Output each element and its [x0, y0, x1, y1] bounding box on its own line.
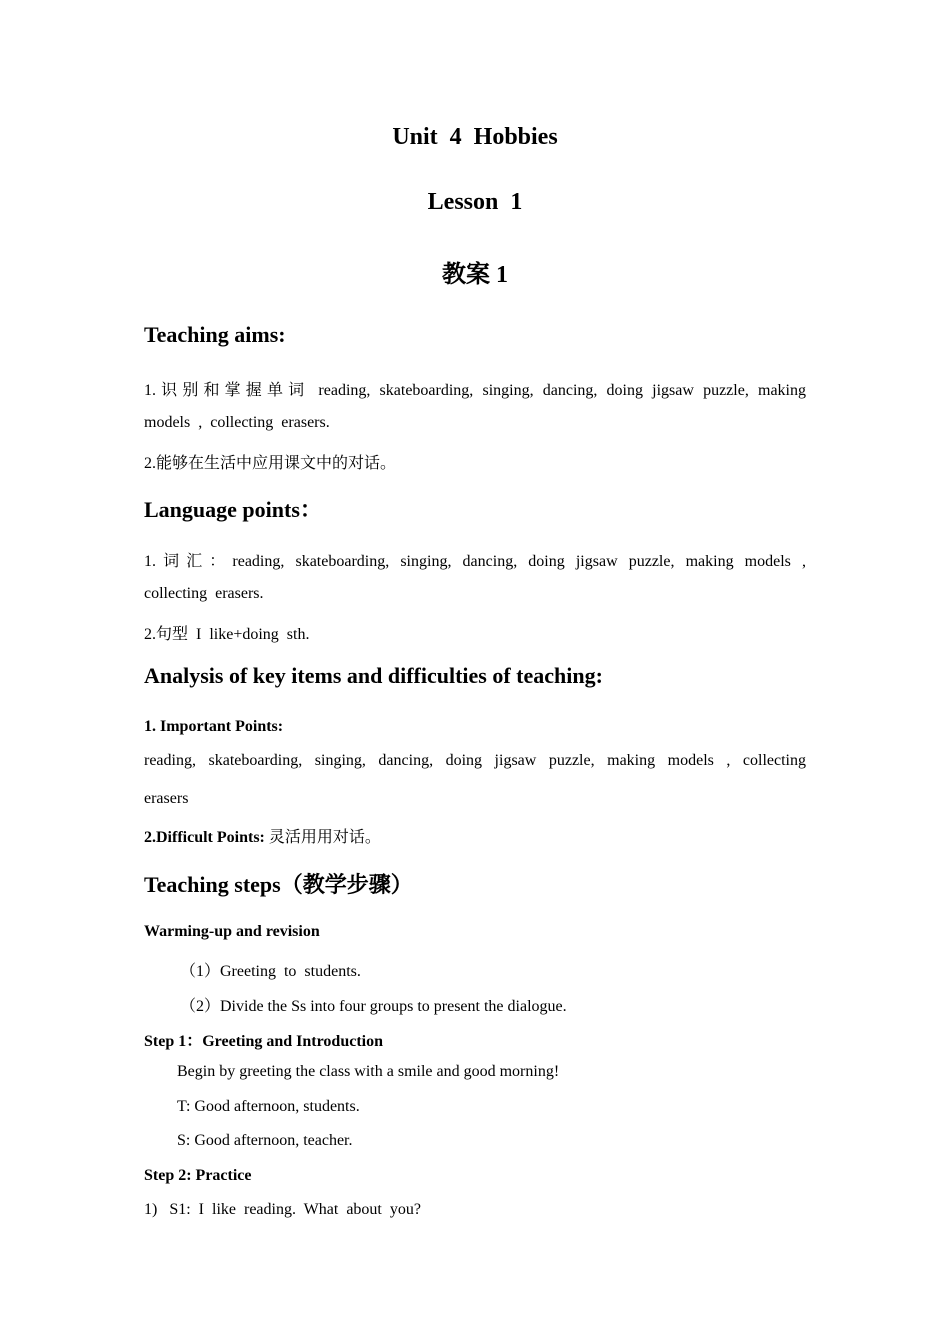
step1-heading: Step 1：Greeting and Introduction	[144, 1033, 383, 1050]
important-points-line1: reading, skateboarding, singing, dancing, doing jigsaw puzzle, making models , collecting	[144, 752, 806, 769]
analysis-heading: Analysis of key items and difficulties of teaching:	[144, 663, 603, 688]
lesson-title: Lesson 1	[427, 189, 523, 215]
lesson-plan-title: 教案 1	[442, 262, 508, 288]
difficult-points-text: 灵活用用对话。	[264, 829, 381, 846]
warmup-item1: （1）Greeting to students.	[180, 963, 361, 980]
teaching-aims-item2: 2.能够在生活中应用课文中的对话。	[144, 455, 397, 472]
warmup-item2: （2）Divide the Ss into four groups to present the dialogue.	[180, 998, 567, 1015]
important-points-label: 1. Important Points:	[144, 718, 284, 735]
step1-line2: T: Good afternoon, students.	[177, 1098, 360, 1115]
difficult-points-label: 2.Difficult Points:	[144, 829, 265, 846]
language-points-heading: Language points：	[144, 497, 322, 522]
language-points-item1-line2: collecting erasers.	[144, 585, 264, 602]
teaching-steps-heading: Teaching steps（教学步骤）	[144, 872, 413, 897]
step2-heading: Step 2: Practice	[144, 1167, 252, 1184]
step2-line1: 1) S1: I like reading. What about you?	[144, 1201, 421, 1218]
teaching-aims-item1-line1: 1.识别和掌握单词 reading, skateboarding, singing, dancing, doing jigsaw puzzle, making	[144, 382, 806, 399]
language-points-item1-line1: 1.词汇：reading, skateboarding, singing, dancing, doing jigsaw puzzle, making models ,	[144, 553, 806, 570]
unit-title: Unit 4 Hobbies	[392, 124, 558, 150]
warmup-heading: Warming-up and revision	[144, 923, 320, 940]
important-points-line2: erasers	[144, 790, 189, 807]
teaching-aims-item1-line2: models , collecting erasers.	[144, 414, 330, 431]
language-points-item2: 2.句型 I like+doing sth.	[144, 626, 310, 643]
step1-line1: Begin by greeting the class with a smile and good morning!	[177, 1063, 560, 1080]
step1-line3: S: Good afternoon, teacher.	[177, 1132, 353, 1149]
teaching-aims-heading: Teaching aims:	[144, 322, 286, 347]
difficult-points	[144, 824, 381, 847]
